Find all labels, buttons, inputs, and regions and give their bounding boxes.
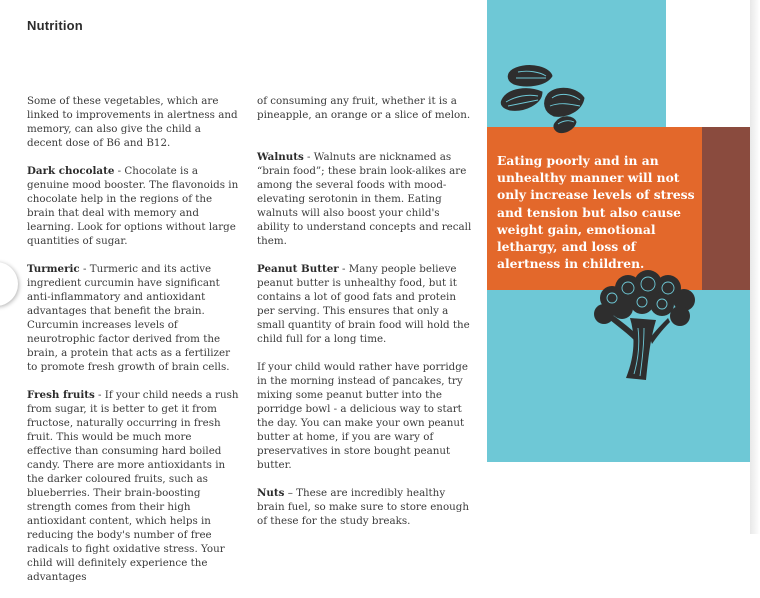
term-label: Dark chocolate	[27, 165, 115, 177]
continuation-paragraph: of consuming any fruit, whether it is a pineapple, an orange or a slice of melon.	[257, 95, 471, 121]
term-label: Fresh fruits	[27, 389, 95, 401]
page-heading: Nutrition	[27, 18, 83, 33]
page-edge-shadow	[750, 0, 760, 534]
term-label: Peanut Butter	[257, 263, 339, 275]
peanut-butter-paragraph	[257, 262, 473, 346]
callout-text: Eating poorly and in an unhealthy manner will not only increase levels of stress and tension but also cause weight gain, emotional lethargy, and loss of alertness in children.	[497, 153, 695, 272]
nuts-paragraph	[257, 486, 473, 528]
broccoli-illustration	[590, 268, 700, 388]
term-label: Walnuts	[257, 151, 304, 163]
term-label: Nuts	[257, 487, 285, 499]
term-text: - Walnuts are nicknamed as “brain food”; these brain look-alikes are among the several foods with mood-elevating serotonin in them. Eating walnuts will also boost your child's ability to understand concepts and recall them.	[257, 151, 472, 247]
term-text: - Turmeric and its active ingredient curcumin have significant anti-inflammatory and antioxidant advantages that benefit the brain. Curcumin increases levels of neurotrophic factor derived from the brain, a protein that acts as a fertilizer to promote fresh growth of brain cells.	[27, 263, 230, 373]
text-column-left	[27, 94, 239, 598]
brown-accent	[700, 127, 750, 290]
term-text: – These are incredibly healthy brain fuel, so make sure to store enough of these for the study breaks.	[257, 487, 469, 527]
term-text: - Many people believe peanut butter is unhealthy food, but it contains a lot of good fats and protein per serving. This ensures that only a small quantity of brain food will hold the child full for a long time.	[257, 263, 470, 345]
term-text: - Chocolate is a genuine mood booster. The flavonoids in chocolate help in the regions of the brain that deal with memory and learning. Look for options without large quantities of sugar.	[27, 165, 239, 247]
walnuts-paragraph	[257, 150, 473, 248]
turmeric-paragraph	[27, 262, 239, 374]
almonds-illustration	[498, 64, 590, 134]
intro-paragraph: Some of these vegetables, which are linked to improvements in alertness and memory, can also give the child a decent dose of B6 and B12.	[27, 95, 238, 149]
term-label: Turmeric	[27, 263, 80, 275]
dark-chocolate-paragraph	[27, 164, 239, 248]
porridge-paragraph: If your child would rather have porridge in the morning instead of pancakes, try mixing some peanut butter into the porridge bowl - a delicious way to start the day. You can make your own peanut butter at home, if you are wary of preservatives in store bought peanut butter.	[257, 361, 468, 471]
text-column-right	[257, 94, 473, 542]
term-text: - If your child needs a rush from sugar, it is better to get it from fructose, naturally occurring in fresh fruit. This would be much more effective than consuming hard boiled candy. There are more antioxidants in the darker coloured fruits, such as blueberries. Their brain-boosting strength comes from their high antioxidant content, which helps in reducing the body's number of free radicals to fight oxidative stress. Your child will definitely experience the advantages	[27, 389, 239, 583]
fresh-fruits-paragraph	[27, 388, 239, 584]
nav-prev-icon[interactable]	[0, 262, 18, 306]
